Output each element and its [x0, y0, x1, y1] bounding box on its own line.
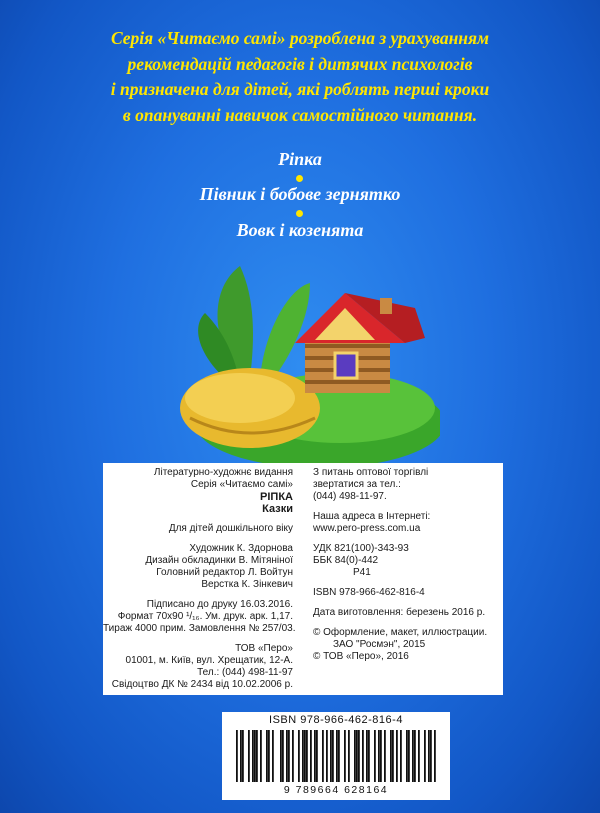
barcode-bar	[356, 730, 358, 782]
imprint-panel	[103, 463, 503, 695]
barcode-bar	[378, 730, 380, 782]
barcode-bar	[302, 730, 304, 782]
barcode-bar	[380, 730, 382, 782]
barcode-bar	[268, 730, 270, 782]
barcode-bar	[366, 730, 368, 782]
spec-line: Тираж 4000 прим. Замовлення № 257/03.	[103, 623, 296, 634]
description-line: в опануванні навичок самостійного читання.	[122, 104, 478, 125]
barcode-bar	[354, 730, 356, 782]
publisher-line: Тел.: (044) 498-11-97	[197, 667, 293, 678]
classification-line: УДК 821(100)-343-93	[313, 543, 409, 554]
story-title-pivnyk: Півник і бобове зернятко	[199, 184, 401, 204]
barcode-bar	[400, 730, 402, 782]
barcode-bar	[310, 730, 312, 782]
barcode-digits: 9 789664 628164	[283, 784, 389, 796]
barcode-bar	[242, 730, 244, 782]
isbn-line: ISBN 978-966-462-816-4	[313, 587, 425, 598]
barcode-bar	[254, 730, 256, 782]
publisher-line: ТОВ «Перо»	[235, 643, 293, 654]
copyright-line: ЗАО "Росмэн", 2015	[333, 639, 426, 650]
hut	[295, 293, 425, 393]
barcode-bar	[330, 730, 332, 782]
barcode-bar	[256, 730, 258, 782]
edition-type: Літературно-художнє видання	[153, 467, 293, 478]
barcode-bar	[362, 730, 364, 782]
wholesale-line: З питань оптової торгівлі	[313, 467, 429, 478]
barcode-bars	[236, 730, 436, 782]
barcode-bar	[406, 730, 408, 782]
bullet-dot	[296, 175, 303, 182]
book-genre: Казки	[262, 503, 293, 515]
barcode-bar	[424, 730, 426, 782]
publisher-line: 01001, м. Київ, вул. Хрещатик, 12-А.	[125, 655, 293, 666]
barcode-bar	[248, 730, 250, 782]
barcode-bar	[326, 730, 328, 782]
barcode-isbn: ISBN 978-966-462-816-4	[269, 714, 403, 726]
barcode-bar	[344, 730, 346, 782]
barcode-bar	[428, 730, 430, 782]
barcode-bar	[280, 730, 282, 782]
barcode-bar	[392, 730, 394, 782]
barcode-bar	[384, 730, 386, 782]
barcode-bar	[338, 730, 340, 782]
classification-line: ББК 84(0)-442	[313, 555, 379, 566]
copyright-line: © ТОВ «Перо», 2016	[313, 651, 409, 662]
barcode-bar	[322, 730, 324, 782]
description-line: рекомендацій педагогів і дитячих психологів	[127, 53, 473, 74]
story-title-vovk: Вовк і козенята	[236, 220, 364, 240]
barcode-bar	[306, 730, 308, 782]
barcode-bar	[396, 730, 398, 782]
barcode-bar	[332, 730, 334, 782]
imprint-left-column	[103, 467, 296, 691]
barcode-panel	[222, 712, 450, 800]
wholesale-line: звертатися за тел.:	[313, 479, 401, 490]
barcode-bar	[336, 730, 338, 782]
barcode-bar	[288, 730, 290, 782]
spec-line: Підписано до друку 16.03.2016.	[146, 599, 293, 610]
barcode-bar	[348, 730, 350, 782]
web-line: Наша адреса в Інтернеті:	[313, 511, 431, 522]
book-title: РІПКА	[260, 491, 293, 503]
credit-line: Головний редактор Л. Войтун	[156, 567, 293, 578]
barcode-bar	[408, 730, 410, 782]
barcode-bar	[266, 730, 268, 782]
barcode-bar	[304, 730, 306, 782]
barcode-bar	[412, 730, 414, 782]
series-description	[20, 26, 580, 128]
barcode-bar	[434, 730, 436, 782]
barcode-bar	[314, 730, 316, 782]
barcode-bar	[358, 730, 360, 782]
barcode-bar	[236, 730, 238, 782]
story-title-ripka: Ріпка	[278, 149, 322, 169]
spec-line: Формат 70х90 ¹/₁₆. Ум. друк. арк. 1,17.	[117, 611, 293, 622]
barcode-bar	[368, 730, 370, 782]
copyright-line: © Оформление, макет, иллюстрации.	[313, 627, 488, 638]
production-date: Дата виготовлення: березень 2016 р.	[313, 607, 486, 618]
description-line: і призначена для дітей, які роблять перші кроки	[110, 79, 490, 99]
wholesale-line: (044) 498-11-97.	[313, 491, 387, 502]
imprint-right-column	[313, 467, 501, 663]
turnip-and-house-illustration	[170, 258, 440, 468]
audience: Для дітей дошкільного віку	[168, 523, 293, 534]
barcode-bar	[390, 730, 392, 782]
description-line: Серія «Читаємо самі» розроблена з урахуванням	[110, 28, 490, 48]
barcode-bar	[418, 730, 420, 782]
barcode-bar	[414, 730, 416, 782]
barcode-bar	[240, 730, 242, 782]
barcode-bar	[286, 730, 288, 782]
website-link[interactable]: www.pero-press.com.ua	[313, 523, 421, 534]
credit-line: Верстка К. Зінкевич	[201, 579, 293, 590]
bullet-dot	[296, 210, 303, 217]
barcode-bar	[272, 730, 274, 782]
barcode-bar	[374, 730, 376, 782]
barcode-bar	[430, 730, 432, 782]
barcode-bar	[260, 730, 262, 782]
barcode-bar	[298, 730, 300, 782]
classification-line: Р41	[353, 567, 371, 578]
credit-line: Дизайн обкладинки В. Мітяніної	[145, 555, 293, 566]
barcode-bar	[252, 730, 254, 782]
series-name: Серія «Читаємо самі»	[190, 479, 293, 490]
publisher-line: Свідоцтво ДК № 2434 від 10.02.2006 р.	[111, 679, 293, 690]
barcode-bar	[292, 730, 294, 782]
barcode-bar	[282, 730, 284, 782]
credit-line: Художник К. Здорнова	[189, 543, 293, 554]
barcode-bar	[316, 730, 318, 782]
